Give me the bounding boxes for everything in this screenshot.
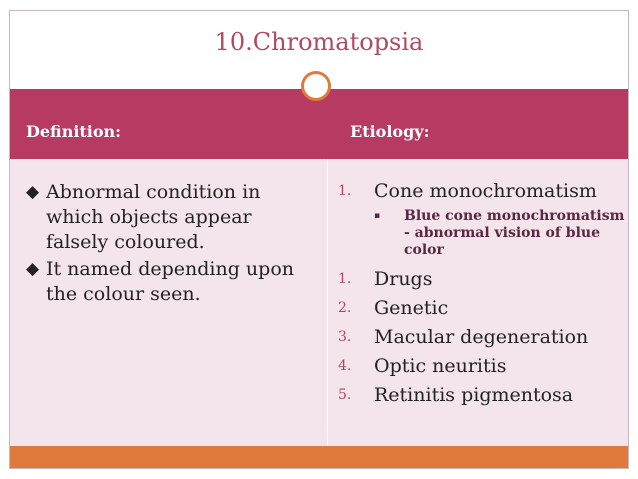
item-number: 1. [338, 271, 352, 287]
item-number: 3. [338, 329, 352, 345]
etiology-column [338, 177, 628, 410]
item-number: 5. [338, 387, 352, 403]
footer-band [10, 446, 628, 468]
etiology-item [338, 177, 628, 206]
item-number: 2. [338, 300, 352, 316]
item-number: 1. [338, 183, 352, 199]
etiology-header: Etiology: [350, 122, 430, 141]
item-text: Genetic [374, 297, 449, 319]
etiology-item [338, 381, 628, 410]
item-text: Drugs [374, 268, 433, 290]
diamond-bullet-icon: ◆ [26, 182, 40, 202]
item-text: Macular degeneration [374, 326, 589, 348]
definition-bullet [26, 180, 316, 255]
definition-column [26, 180, 316, 309]
square-bullet-icon: ▪ [374, 211, 381, 221]
sub-item-text: Blue cone monochromatism - abnormal vision of blue color [404, 208, 625, 258]
item-number: 4. [338, 358, 352, 374]
definition-bullet-text: Abnormal condition in which objects appear falsely coloured. [46, 181, 261, 253]
definition-bullet [26, 257, 316, 307]
item-text: Cone monochromatism [374, 180, 597, 202]
etiology-item [338, 323, 628, 352]
slide-title: 10.Chromatopsia [214, 28, 424, 56]
etiology-item [338, 352, 628, 381]
definition-bullet-text: It named depending upon the colour seen. [46, 258, 295, 305]
definition-header: Definition: [26, 122, 122, 141]
decorative-ring-icon [301, 71, 331, 101]
item-text: Retinitis pigmentosa [374, 384, 574, 406]
etiology-item [338, 265, 628, 294]
etiology-item [338, 294, 628, 323]
item-text: Optic neuritis [374, 355, 507, 377]
diamond-bullet-icon: ◆ [26, 259, 40, 279]
etiology-sub-item [338, 208, 628, 259]
column-divider [327, 159, 328, 446]
